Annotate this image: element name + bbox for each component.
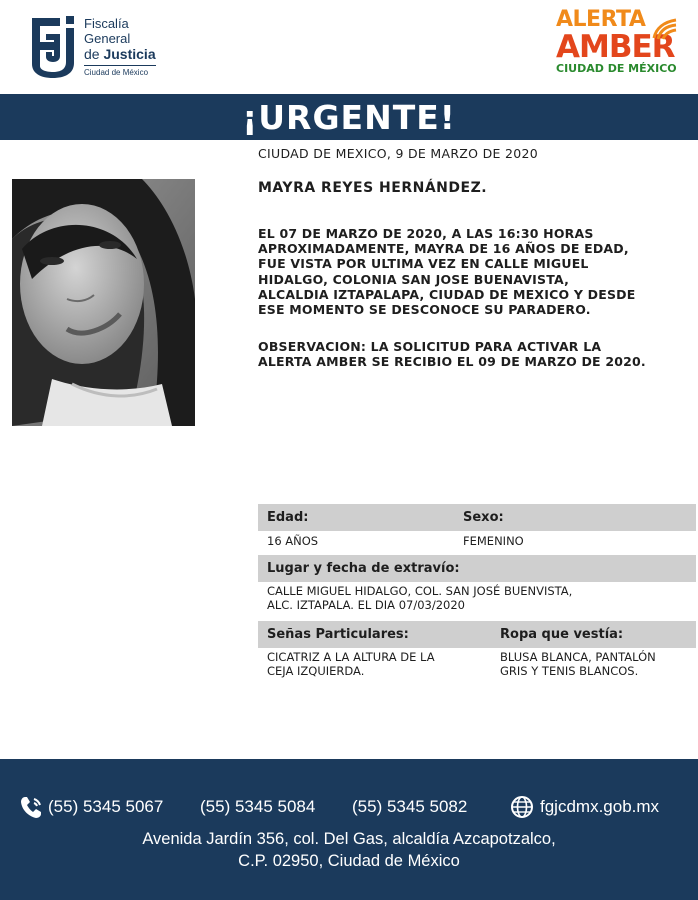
- phone-row: [20, 795, 690, 821]
- observation-line: ALERTA AMBER SE RECIBIO EL 09 DE MARZO DE 2020.: [258, 354, 646, 370]
- amber-logo-line1: ALERTA: [556, 7, 646, 32]
- globe-icon: [510, 795, 534, 819]
- description-line: HIDALGO, COLONIA SAN JOSE BUENAVISTA,: [258, 271, 570, 287]
- place-value-line: ALC. IZTAPALA. EL DIA 07/03/2020: [267, 597, 465, 612]
- details-value-row-3: [258, 651, 696, 681]
- missing-person-name: MAYRA REYES HERNÁNDEZ.: [258, 180, 488, 196]
- fgj-logo-line2: General: [84, 31, 131, 46]
- contact-footer: [0, 759, 698, 900]
- address-line-2: C.P. 02950, Ciudad de México: [238, 852, 460, 870]
- fgj-logo-line1: Fiscalía: [84, 16, 129, 31]
- clothes-value-line: GRIS Y TENIS BLANCOS.: [500, 663, 639, 678]
- amber-sunburst-icon: [650, 14, 680, 40]
- description-line: ALCALDIA IZTAPALAPA, CIUDAD DE MEXICO Y DESDE: [258, 286, 636, 302]
- marks-value-line: CICATRIZ A LA ALTURA DE LA: [267, 650, 435, 664]
- clothes-label: Ropa que vestía:: [500, 627, 624, 642]
- phone-number-3[interactable]: (55) 5345 5082: [352, 797, 468, 816]
- urgent-banner: [0, 94, 698, 140]
- missing-person-photo: [12, 179, 195, 426]
- observation-paragraph: [258, 339, 688, 369]
- dateline: CIUDAD DE MEXICO, 9 DE MARZO DE 2020: [258, 146, 538, 161]
- description-line: EL 07 DE MARZO DE 2020, A LAS 16:30 HORAS: [258, 226, 594, 241]
- phone-number-1[interactable]: (55) 5345 5067: [48, 797, 164, 816]
- address-line-1: Avenida Jardín 356, col. Del Gas, alcaldía Azcapotzalco,: [142, 830, 556, 848]
- marks-value: [267, 651, 435, 678]
- amber-logo-line3: CIUDAD DE MÉXICO: [556, 62, 677, 75]
- fgj-emblem-icon: [26, 12, 80, 78]
- description-line: ESE MOMENTO SE DESCONOCE SU PARADERO.: [258, 302, 591, 318]
- sex-label: Sexo:: [463, 510, 504, 525]
- fgj-logo-line4: Ciudad de México: [84, 68, 149, 77]
- marks-value-line: CEJA IZQUIERDA.: [267, 663, 365, 678]
- details-value-row-2: [258, 585, 696, 615]
- details-header-row-1: [258, 504, 696, 531]
- fgj-logo-line3: [84, 46, 174, 63]
- age-value: 16 AÑOS: [267, 534, 319, 548]
- fgj-logo: [26, 12, 166, 82]
- fgj-logo-line3-prefix: de: [84, 46, 104, 62]
- details-value-row-1: [258, 535, 696, 551]
- marks-label: Señas Particulares:: [267, 627, 409, 642]
- place-value-line: CALLE MIGUEL HIDALGO, COL. SAN JOSÉ BUENVISTA,: [267, 584, 573, 598]
- clothes-value: [500, 651, 656, 678]
- observation-line: OBSERVACION: LA SOLICITUD PARA ACTIVAR LA: [258, 339, 602, 354]
- alerta-amber-logo: [556, 8, 686, 84]
- clothes-value-line: BLUSA BLANCA, PANTALÓN: [500, 650, 656, 664]
- sex-value: FEMENINO: [463, 534, 524, 548]
- fgj-logo-divider: [84, 65, 156, 66]
- details-header-row-2: [258, 555, 696, 582]
- phone-icon: [20, 795, 42, 819]
- table-header: [258, 555, 696, 582]
- table-header: [258, 504, 696, 531]
- place-value: [267, 585, 572, 612]
- details-header-row-3: [258, 621, 696, 648]
- amber-logo-line2: AMBER: [556, 29, 675, 65]
- urgent-title: ¡URGENTE!: [242, 97, 456, 137]
- phone-number-2[interactable]: (55) 5345 5084: [200, 797, 316, 816]
- description-line: APROXIMADAMENTE, MAYRA DE 16 AÑOS DE EDAD,: [258, 241, 629, 257]
- portrait-illustration: [12, 179, 195, 426]
- age-label: Edad:: [267, 510, 309, 525]
- fgj-logo-text: [84, 16, 174, 78]
- table-header: [258, 621, 696, 648]
- place-label: Lugar y fecha de extravío:: [267, 561, 460, 576]
- fgj-logo-line3-bold: Justicia: [103, 46, 156, 62]
- description-line: FUE VISTA POR ULTIMA VEZ EN CALLE MIGUEL: [258, 256, 589, 272]
- website-link[interactable]: fgjcdmx.gob.mx: [540, 797, 660, 816]
- description-paragraph: [258, 226, 688, 317]
